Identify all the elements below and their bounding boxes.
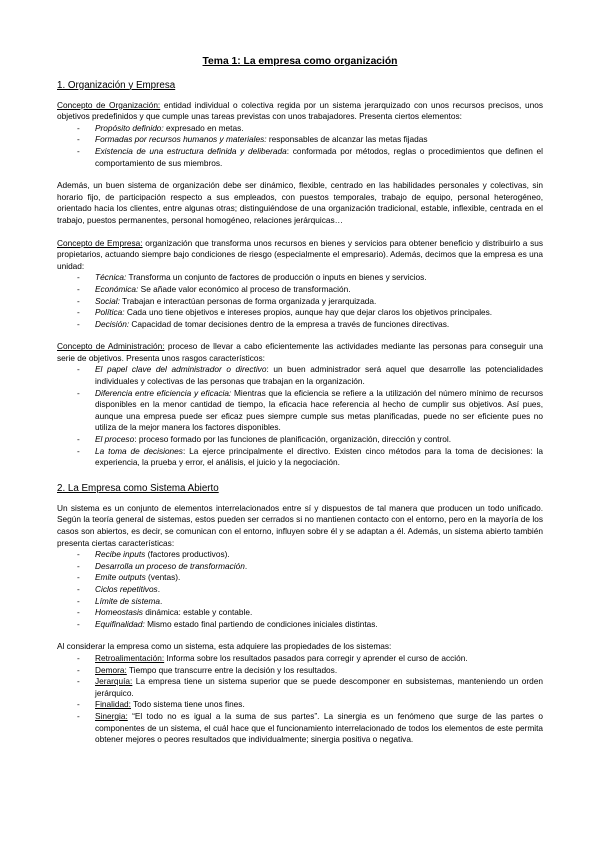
list-item: - Homeostasis dinámica: estable y contable. xyxy=(57,607,543,619)
list-item: - Sinergia: “El todo no es igual a la suma de sus partes”. La sinergia es un fenómeno que surge de las partes o componentes de un sistema, el cuál hace que el funcionamiento interrelacionado de todos los elementos de este permita obtener mejores o peores resultados que individualmente; sinergia positiva o negativa. xyxy=(57,711,543,746)
list-item: - Límite de sistema. xyxy=(57,596,543,608)
list-item: - Jerarquía: La empresa tiene un sistema superior que se puede descomponer en subsistemas, manteniendo un orden jerárquico. xyxy=(57,676,543,699)
list-item: - El papel clave del administrador o directivo: un buen administrador será aquel que desarrolle las potencialidades individuales y colectivas de las personas que trabajan en la organización. xyxy=(57,364,543,387)
list-item: - Política: Cada uno tiene objetivos e intereses propios, aunque hay que dejar claros los objetivos principales. xyxy=(57,307,543,319)
term: Concepto de Administración: xyxy=(57,341,165,352)
list-item: - La toma de decisiones: La ejerce principalmente el directivo. Existen cinco métodos para la toma de decisiones: la experiencia, la prueba y error, el análisis, el juicio y la negociación. xyxy=(57,446,543,469)
list-item: - Propósito definido: expresado en metas. xyxy=(57,123,543,135)
list-item: - Económica: Se añade valor económico al proceso de transformación. xyxy=(57,284,543,296)
list-item: - Equifinalidad: Mismo estado final partiendo de condiciones iniciales distintas. xyxy=(57,619,543,631)
company-unit-list xyxy=(57,272,543,330)
system-properties-intro: Al considerar la empresa como un sistema, esta adquiere las propiedades de los sistemas: xyxy=(57,641,392,652)
administration-traits-list xyxy=(57,364,543,468)
organization-elements-list xyxy=(57,123,543,169)
section-2-heading: 2. La Empresa como Sistema Abierto xyxy=(57,482,219,494)
administration-concept-paragraph: Concepto de Administración: proceso de llevar a cabo eficientemente las actividades mediante las personas para conseguir una serie de objetivos. Presenta unos rasgos característicos: xyxy=(57,341,543,363)
document-title: Tema 1: La empresa como organización xyxy=(202,56,398,67)
system-properties-list xyxy=(57,653,543,746)
list-item: - Desarrolla un proceso de transformación. xyxy=(57,561,543,573)
list-item: - Finalidad: Todo sistema tiene unos fines. xyxy=(57,699,543,711)
list-item: - Social: Trabajan e interactúan personas de forma organizada y jerarquizada. xyxy=(57,296,543,308)
list-item: - Emite outputs (ventas). xyxy=(57,572,543,584)
open-system-traits-list xyxy=(57,549,543,630)
list-item: - Retroalimentación: Informa sobre los resultados pasados para corregir y aprender el curso de acción. xyxy=(57,653,543,665)
term: Concepto de Empresa: xyxy=(57,237,143,248)
list-item: - El proceso: proceso formado por las funciones de planificación, organización, dirección y control. xyxy=(57,434,543,446)
section-1-heading: 1. Organización y Empresa xyxy=(57,79,176,91)
list-item: - Recibe inputs (factores productivos). xyxy=(57,549,543,561)
list-item: - Técnica: Transforma un conjunto de factores de producción o inputs en bienes y servicios. xyxy=(57,272,543,284)
document-page xyxy=(57,56,543,746)
list-item: - Formadas por recursos humanos y materiales: responsables de alcanzar las metas fijadas xyxy=(57,134,543,146)
term: Concepto de Organización: xyxy=(57,99,161,110)
list-item: - Existencia de una estructura definida y deliberada: conformada por métodos, reglas o procedimientos que definen el comportamiento de sus miembros. xyxy=(57,146,543,169)
system-intro-paragraph: Un sistema es un conjunto de elementos interrelacionados entre sí y dispuestos de tal manera que producen un todo unificado. Según la teoría general de sistemas, estos pueden ser cerrados si no mantienen contacto con el entorno, pero en la mayoría de los casos son abiertos, es decir, se comunican con el entorno, influyen sobre él y se adaptan a él. Además, un sistema abierto también presenta ciertas características: xyxy=(57,502,543,548)
list-item: - Decisión: Capacidad de tomar decisiones dentro de la empresa a través de funciones directivas. xyxy=(57,319,543,331)
list-item: - Diferencia entre eficiencia y eficacia: Mientras que la eficiencia se refiere a la utilización del número mínimo de recursos disponibles en la menor cantidad de tiempo, la eficacia hace referencia al hecho de cumplir sus objetivos. Así pues, aunque una empresa puede ser eficaz pues siempre cumple sus metas planificadas, puede no ser eficiente pues no utiliza de la mejor manera los factores disponibles. xyxy=(57,388,543,434)
organization-concept-paragraph: Concepto de Organización: entidad individual o colectiva regida por un sistema jerarquizado con unos recursos precisos, unos objetivos predefinidos y que cumple unas tareas previstas con unos trabajadores. Presenta ciertos elementos: xyxy=(57,99,543,122)
company-concept-paragraph: Concepto de Empresa: organización que transforma unos recursos en bienes y servicios para obtener beneficio y distribuirlo a sus propietarios, actuando siempre bajo condiciones de riesgo (especialmente el empresario). Además, decimos que la empresa es una unidad: xyxy=(57,237,543,271)
list-item: - Ciclos repetitivos. xyxy=(57,584,543,596)
list-item: - Demora: Tiempo que transcurre entre la decisión y los resultados. xyxy=(57,665,543,677)
organization-system-paragraph: Además, un buen sistema de organización debe ser dinámico, flexible, centrado en las habilidades personales y colectivas, sin horario fijo, de participación respecto a sus empleados, con puestos temporales, trabajo de equipo, personal heterogéneo, orientado hacia los clientes, entre algunas otras; distinguiéndose de una organización tradicional, estable, inflexible, centrada en el trabajo, puestos permanentes, personal homogéneo, relaciones jerárquicas… xyxy=(57,180,543,225)
